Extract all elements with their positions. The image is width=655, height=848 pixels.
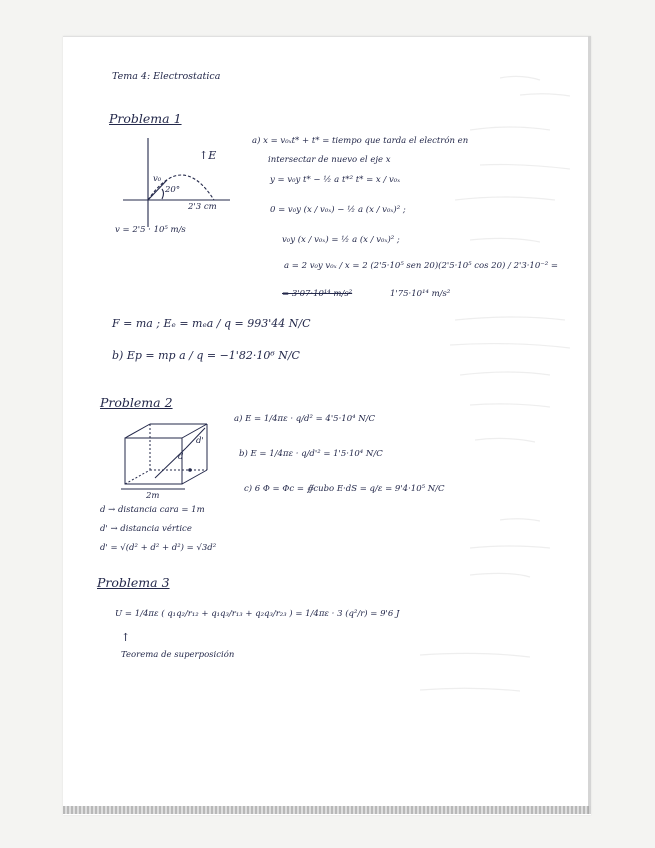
p3-formula: U = 1/4πε ( q₁q₂/r₁₂ + q₁q₃/r₁₃ + q₂q₃/r₂₃ ) = 1/4πε · 3 (q²/r) = 9'6 J (115, 609, 400, 619)
p1-a-line-3: y = v₀y t* − ½ a t*² t* = x / v₀ₓ (270, 175, 401, 185)
p1-a-struck-result: = 3'07·10¹⁴ m/s² (282, 289, 353, 299)
p1-a-line-1: a) x = v₀ₓt* + t* = tiempo que tarda el electrón en (252, 136, 469, 146)
velocity-label: v₀ (153, 174, 162, 184)
p2-note-2: d' → distancia vértice (100, 524, 192, 534)
p1-b-line: b) Ep = mp a / q = −1'82·10⁶ N/C (112, 349, 300, 362)
base-label: 2m (146, 491, 160, 501)
speed-label: v = 2'5 · 10⁵ m/s (115, 225, 186, 235)
d-label: d (178, 452, 184, 462)
p1-a-line-5: v₀y (x / v₀ₓ) = ½ a (x / v₀ₓ)² ; (282, 235, 400, 245)
p2-a-line: a) E = 1/4πε · q/d² = 4'5·10⁴ N/C (234, 414, 376, 424)
distance-label: 2'3 cm (188, 202, 217, 212)
dprime-label: d' (196, 436, 204, 446)
problem-3-heading: Problema 3 (97, 575, 170, 590)
p2-c-line: c) 6 Φ = Φc = ∯cubo E·dS = q/ε = 9'4·10⁵ N/C (244, 484, 445, 494)
p1-a-line-2: intersectar de nuevo el eje x (268, 155, 391, 165)
cube-front-face (125, 438, 182, 484)
p1-a-result: 1'75·10¹⁴ m/s² (390, 289, 451, 299)
p3-note: Teorema de superposición (121, 650, 235, 660)
p1-a-line-6: a = 2 v₀y v₀ₓ / x = 2 (2'5·10⁵ sen 20)(2'5·10⁵ cos 20) / 2'3·10⁻² = (284, 261, 558, 271)
problem-1-heading: Problema 1 (109, 111, 182, 126)
electric-field-label: ↑E (199, 149, 217, 162)
p1-a-line-4: 0 = v₀y (x / v₀ₓ) − ½ a (x / v₀ₓ)² ; (270, 205, 406, 215)
charge-point (188, 468, 192, 472)
p2-b-line: b) E = 1/4πε · q/d'² = 1'5·10⁴ N/C (239, 449, 383, 459)
p1-force-line: F = ma ; Eₑ = mₑa / q = 993'44 N/C (112, 317, 311, 330)
problem-2-heading: Problema 2 (100, 395, 173, 410)
page-title: Tema 4: Electrostatica (112, 71, 221, 82)
p2-note-3: d' = √(d² + d² + d²) = √3d² (100, 543, 217, 553)
angle-label: 20° (165, 185, 181, 195)
p2-note-1: d → distancia cara = 1m (100, 505, 205, 515)
p3-arrow: ↑ (121, 631, 131, 644)
